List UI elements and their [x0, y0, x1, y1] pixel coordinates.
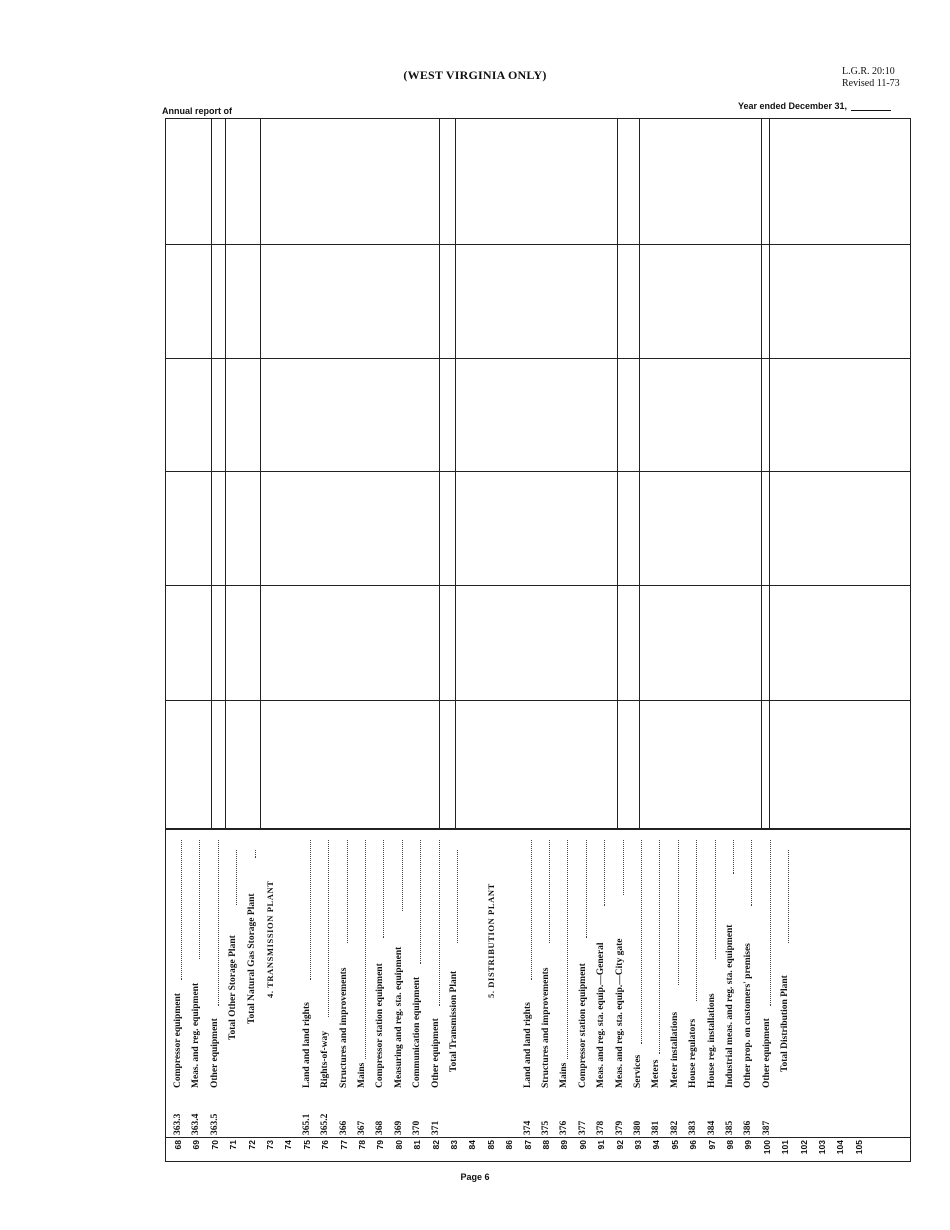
table-row	[390, 118, 408, 1162]
account-description: House reg. installations	[706, 993, 717, 1088]
rule-line	[617, 118, 618, 830]
table-row	[592, 118, 610, 1162]
table-row	[703, 118, 721, 1162]
account-description: Total Other Storage Plant	[228, 935, 239, 1040]
account-description: Mains	[357, 1062, 367, 1088]
account-number: 387	[761, 1120, 772, 1135]
account-number: 381	[651, 1120, 662, 1135]
account-description: Other equipment	[430, 1018, 441, 1088]
table-row	[427, 118, 445, 1162]
account-description: 5. DISTRIBUTION PLANT	[485, 883, 496, 998]
leader-dots	[310, 840, 311, 980]
leader-dots	[365, 840, 366, 1060]
table-row	[776, 118, 794, 1162]
line-number: 79	[375, 1140, 386, 1150]
account-number: 380	[633, 1120, 643, 1135]
table-row	[629, 118, 647, 1162]
account-number: 370	[412, 1120, 423, 1135]
account-number: 365.2	[320, 1113, 331, 1135]
account-description: Other equipment	[209, 1018, 220, 1088]
account-number: 367	[357, 1120, 367, 1135]
amount-column-divider	[165, 244, 911, 245]
line-number: 73	[265, 1140, 275, 1150]
leader-dots	[236, 850, 237, 906]
form-identifier	[842, 66, 900, 90]
account-description: Rights-of-way	[320, 1031, 331, 1088]
leader-dots	[420, 840, 421, 964]
account-description: House regulators	[688, 1018, 699, 1088]
line-number: 99	[743, 1140, 754, 1150]
line-number: 77	[338, 1140, 349, 1150]
table-row	[243, 118, 261, 1162]
leader-dots	[751, 840, 752, 906]
account-number: 378	[596, 1120, 607, 1135]
table-row	[721, 118, 739, 1162]
form-title: (WEST VIRGINIA ONLY)	[403, 68, 547, 82]
line-number: 83	[449, 1140, 459, 1150]
table-row	[684, 118, 702, 1162]
account-description: Compressor station equipment	[577, 963, 588, 1088]
account-description: Total Natural Gas Storage Plant	[246, 893, 257, 1024]
account-number: 365.1	[301, 1113, 312, 1135]
rule-line	[439, 118, 440, 830]
line-number: 88	[541, 1140, 551, 1150]
account-description: Total Distribution Plant	[780, 975, 791, 1072]
line-number: 68	[173, 1140, 183, 1150]
table-row	[739, 118, 757, 1162]
leader-dots	[457, 850, 458, 943]
account-description: Compressor equipment	[173, 993, 183, 1088]
line-number: 92	[614, 1140, 625, 1150]
line-number: 103	[817, 1140, 827, 1155]
account-number: 369	[393, 1120, 404, 1135]
account-description: Meas. and reg. equipment	[191, 982, 202, 1088]
table-row	[316, 118, 334, 1162]
year-ended-label	[738, 101, 891, 111]
leader-dots	[402, 840, 403, 911]
rule-line	[761, 118, 762, 830]
table-row	[611, 118, 629, 1162]
account-number: 368	[375, 1120, 386, 1135]
amount-column-divider	[165, 471, 911, 472]
table-row	[574, 118, 592, 1162]
leader-dots	[383, 840, 384, 938]
amount-column-divider	[165, 358, 911, 359]
line-number: 71	[228, 1140, 239, 1150]
line-number: 72	[246, 1140, 257, 1150]
account-number: 383	[688, 1120, 699, 1135]
leader-dots	[255, 850, 256, 858]
account-description: Meters	[651, 1059, 662, 1088]
line-number: 76	[320, 1140, 331, 1150]
account-description: Industrial meas. and reg. sta. equipment	[725, 924, 735, 1088]
account-description: Structures and improvements	[338, 967, 349, 1088]
annual-report-label: Annual report of	[162, 106, 232, 116]
line-number: 97	[706, 1140, 717, 1150]
table-row	[261, 118, 279, 1162]
leader-dots	[623, 840, 624, 895]
line-number: 70	[209, 1140, 220, 1150]
leader-dots	[678, 840, 679, 985]
leader-dots	[199, 840, 200, 959]
form-code: L.G.R. 20:10	[842, 66, 895, 77]
account-number: 382	[669, 1120, 680, 1135]
table-row	[371, 118, 389, 1162]
table-row	[206, 118, 224, 1162]
rule-line	[260, 118, 261, 830]
leader-dots	[715, 840, 716, 959]
leader-dots	[641, 840, 642, 1044]
account-description: Land and land rights	[301, 1002, 312, 1088]
line-number: 94	[651, 1140, 662, 1150]
rule-line	[769, 118, 770, 830]
line-number: 91	[596, 1140, 607, 1150]
leader-dots	[549, 840, 550, 943]
rotated-schedule	[165, 118, 911, 1162]
table-row	[647, 118, 665, 1162]
account-number: 363.5	[209, 1113, 220, 1135]
line-number: 95	[669, 1140, 680, 1150]
table-row	[831, 118, 849, 1162]
account-number: 363.4	[191, 1113, 202, 1135]
account-number: 375	[541, 1120, 551, 1135]
table-row	[666, 118, 684, 1162]
line-number: 90	[577, 1140, 588, 1150]
account-number: 363.3	[173, 1113, 183, 1135]
leader-dots	[586, 840, 587, 938]
leader-dots	[218, 840, 219, 1007]
leader-dots	[347, 840, 348, 943]
leader-dots	[567, 840, 568, 1060]
line-number: 74	[283, 1140, 294, 1150]
table-row	[224, 118, 242, 1162]
leader-dots	[659, 840, 660, 1054]
account-description: Total Transmission Plant	[449, 970, 459, 1072]
account-description: Other prop. on customers' premises	[743, 943, 754, 1088]
table-row	[187, 118, 205, 1162]
rule-line	[211, 118, 212, 830]
leader-dots	[328, 840, 329, 1017]
leader-dots	[604, 840, 605, 906]
account-description: Meter installations	[669, 1011, 680, 1088]
line-number: 93	[633, 1140, 643, 1150]
account-description: Other equipment	[761, 1018, 772, 1088]
table-row	[537, 118, 555, 1162]
account-number: 385	[725, 1120, 735, 1135]
table-row	[482, 118, 500, 1162]
account-description: Structures and improvements	[541, 967, 551, 1088]
account-description: Communication equipment	[412, 976, 423, 1088]
account-number: 371	[430, 1120, 441, 1135]
line-number: 101	[780, 1140, 791, 1155]
table-row	[850, 118, 868, 1162]
account-description: Land and land rights	[522, 1002, 533, 1088]
description-divider	[165, 828, 911, 830]
line-number: 75	[301, 1140, 312, 1150]
leader-dots	[733, 840, 734, 874]
amount-column-divider	[165, 700, 911, 701]
line-number: 104	[835, 1140, 846, 1155]
rule-line	[455, 118, 456, 830]
leader-dots	[181, 840, 182, 980]
account-description: Services	[633, 1054, 643, 1088]
rule-line	[225, 118, 226, 830]
line-number: 98	[725, 1140, 735, 1150]
line-number: 69	[191, 1140, 202, 1150]
account-description: Meas. and reg. sta. equip.—City gate	[614, 938, 625, 1088]
table-row	[813, 118, 831, 1162]
account-number: 379	[614, 1120, 625, 1135]
account-description: Measuring and reg. sta. equipment	[393, 946, 404, 1088]
line-number: 84	[467, 1140, 478, 1150]
line-number: 86	[504, 1140, 515, 1150]
account-description: Compressor station equipment	[375, 963, 386, 1088]
amount-column-divider	[165, 585, 911, 586]
leader-dots	[770, 840, 771, 1007]
leader-dots	[531, 840, 532, 980]
table-row	[463, 118, 481, 1162]
line-number: 78	[357, 1140, 367, 1150]
year-blank-field	[851, 110, 891, 111]
account-number: 377	[577, 1120, 588, 1135]
account-number: 366	[338, 1120, 349, 1135]
table-row	[500, 118, 518, 1162]
table-row	[408, 118, 426, 1162]
account-number: 384	[706, 1120, 717, 1135]
line-number: 105	[853, 1140, 864, 1155]
rule-line	[639, 118, 640, 830]
account-description: Meas. and reg. sta. equip.—General	[596, 942, 607, 1088]
line-number: 102	[798, 1140, 809, 1155]
page-number: Page 6	[460, 1172, 490, 1182]
table-row	[445, 118, 463, 1162]
line-number: 87	[522, 1140, 533, 1150]
table-row	[279, 118, 297, 1162]
table-row	[298, 118, 316, 1162]
leader-dots	[696, 840, 697, 1001]
account-number: 374	[522, 1120, 533, 1135]
account-description: 4. TRANSMISSION PLANT	[265, 880, 275, 998]
year-ended-text: Year ended December 31,	[738, 101, 848, 111]
line-number: 81	[412, 1140, 423, 1150]
account-description: Mains	[559, 1062, 570, 1088]
line-number: 89	[559, 1140, 570, 1150]
table-row	[519, 118, 537, 1162]
line-number: 96	[688, 1140, 699, 1150]
table-row	[353, 118, 371, 1162]
line-number-divider	[165, 1137, 911, 1138]
line-number: 100	[761, 1140, 772, 1155]
table-row	[335, 118, 353, 1162]
line-number: 80	[393, 1140, 404, 1150]
revised-date: Revised 11-73	[842, 78, 900, 89]
table-row	[555, 118, 573, 1162]
line-number: 85	[485, 1140, 496, 1150]
leader-dots	[439, 840, 440, 1007]
table-row	[795, 118, 813, 1162]
table-row	[169, 118, 187, 1162]
line-number: 82	[430, 1140, 441, 1150]
leader-dots	[788, 850, 789, 943]
account-number: 386	[743, 1120, 754, 1135]
account-number: 376	[559, 1120, 570, 1135]
